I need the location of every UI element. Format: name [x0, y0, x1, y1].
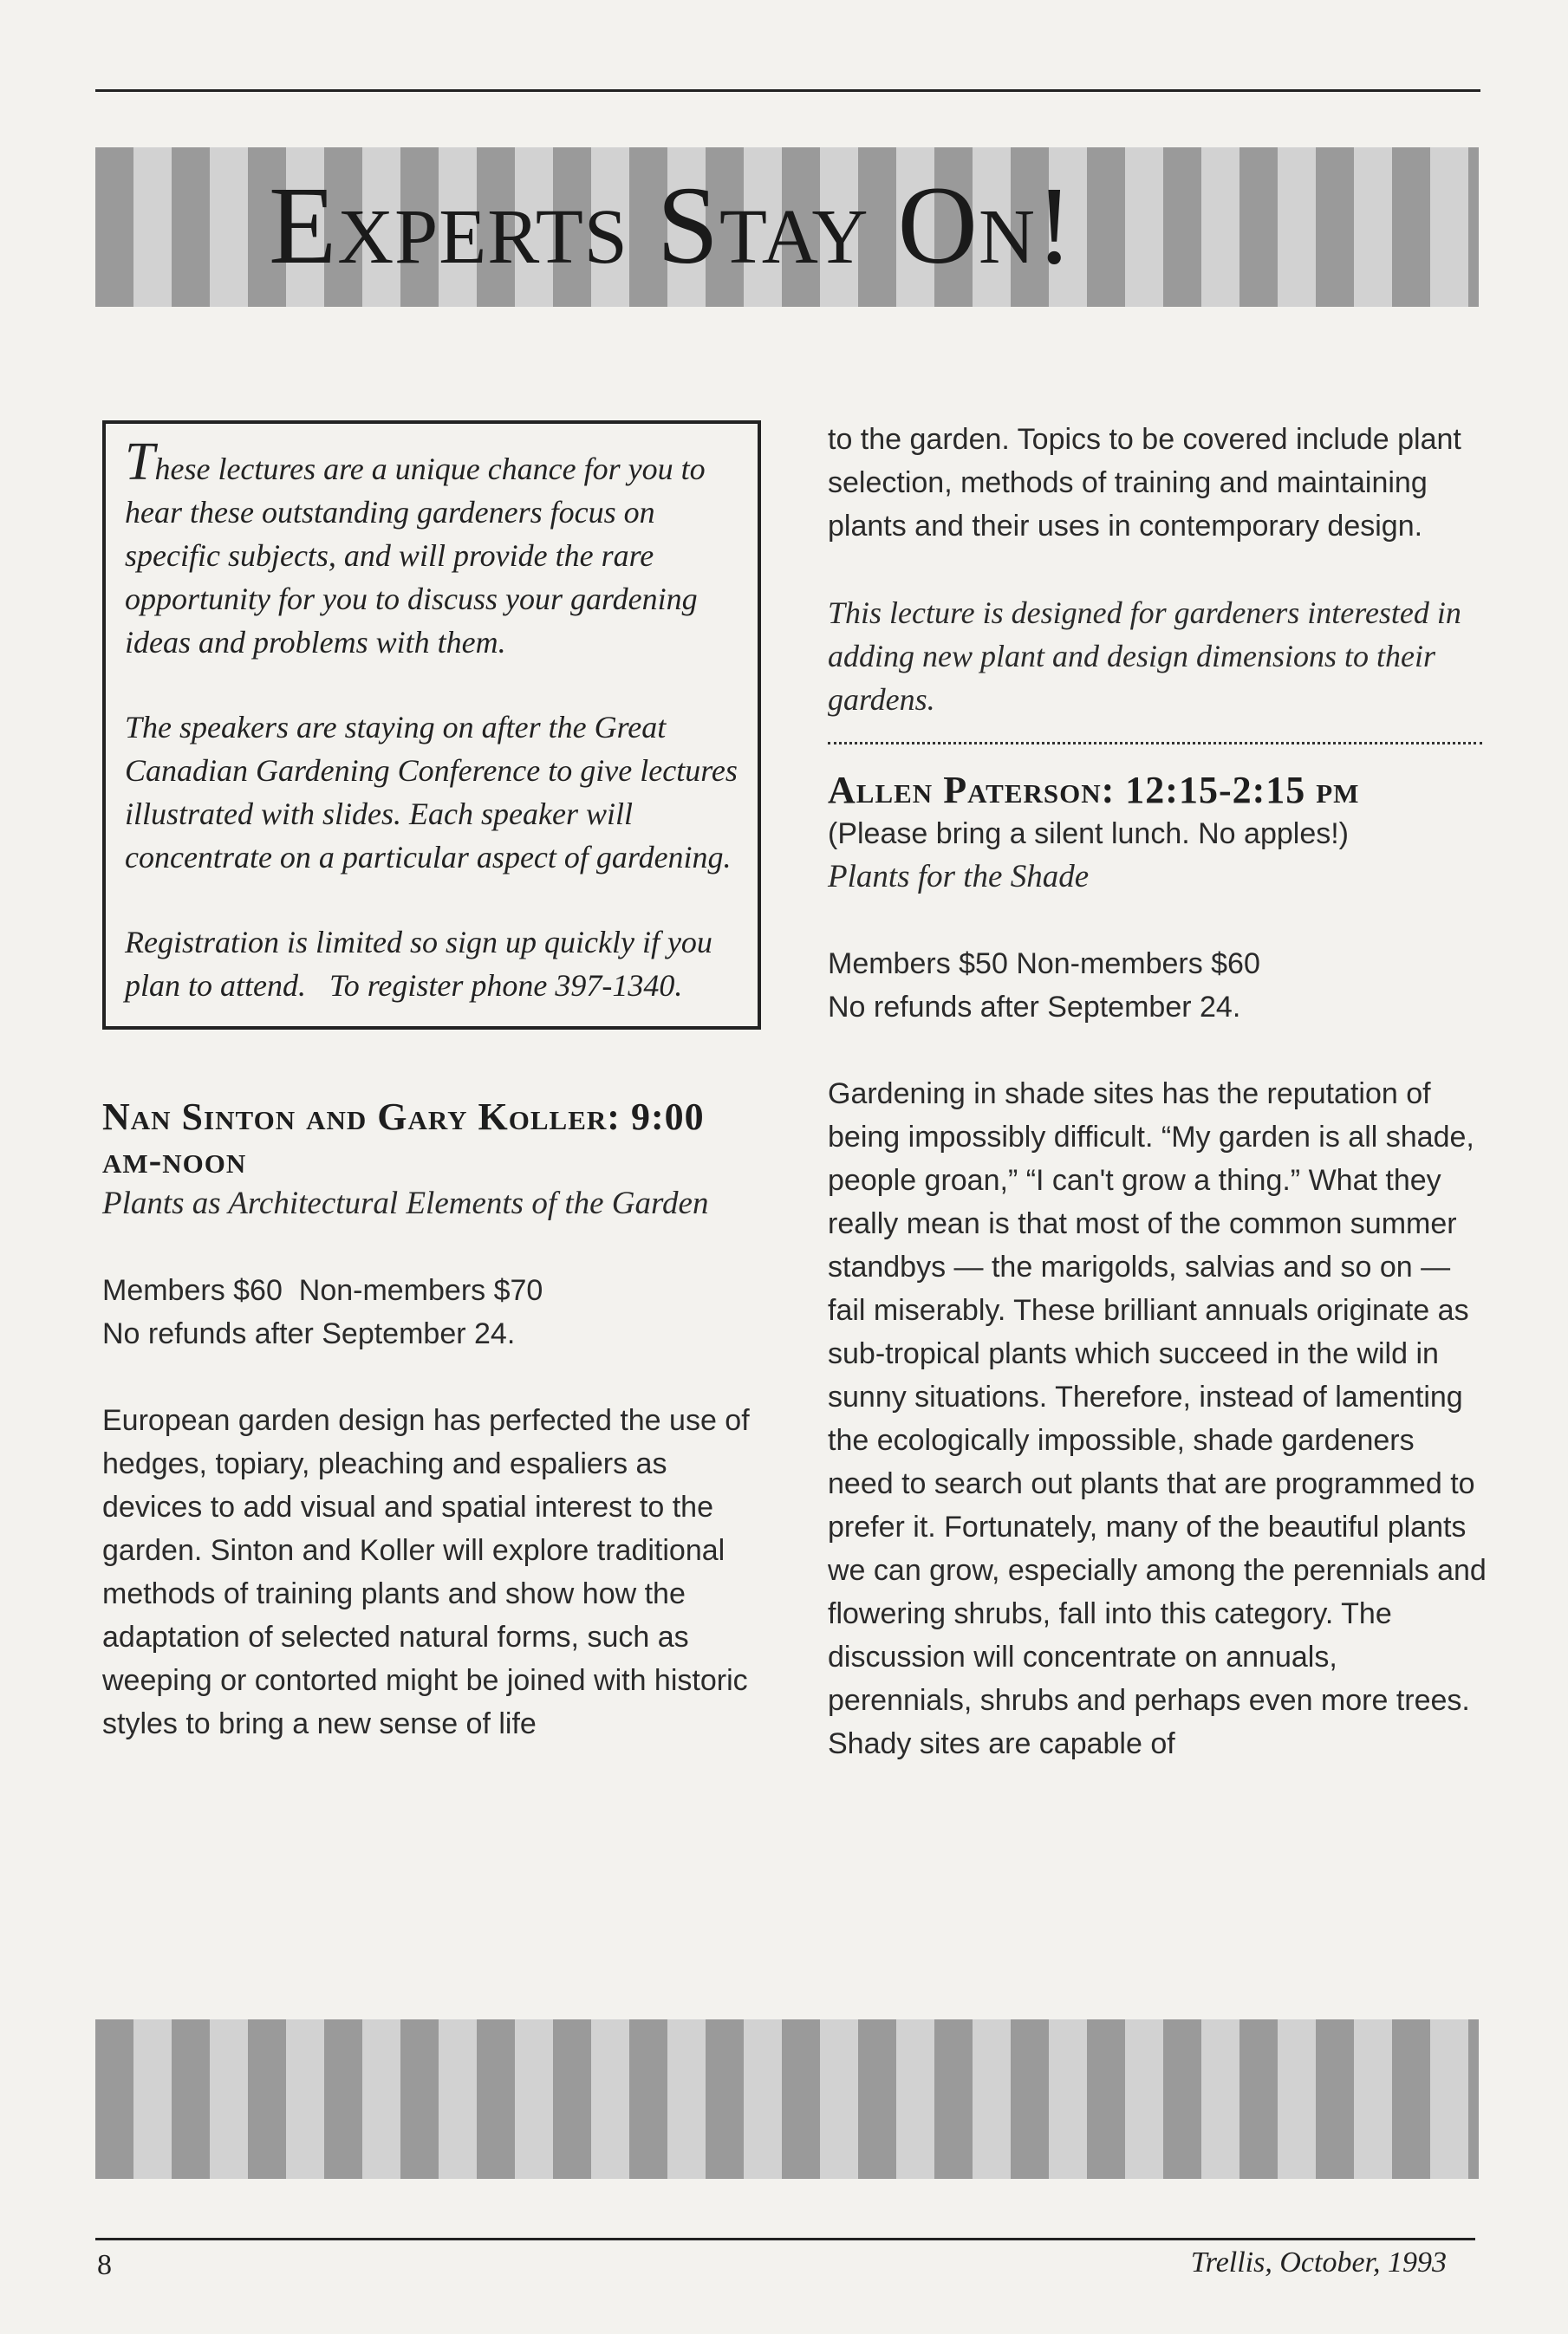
intro-box — [102, 420, 761, 1030]
lecture1-price: Members $60 Non-members $70 — [102, 1274, 543, 1307]
bottom-rule — [95, 2238, 1475, 2240]
page-headline: Experts Stay On! — [269, 164, 1074, 287]
right-column — [828, 418, 1487, 1765]
drop-cap: T — [125, 432, 155, 491]
top-rule — [95, 89, 1480, 92]
left-column — [102, 420, 770, 1746]
lecture2-title: Plants for the Shade — [828, 859, 1090, 894]
lecture1-refund: No refunds after September 24. — [102, 1317, 516, 1350]
lecture2-speaker: Allen Paterson: 12:15-2:15 pm — [828, 769, 1360, 811]
lecture1-body-continued: to the garden. Topics to be covered include plant selection, methods of training and maintaining plants and their uses in contemporary design. — [828, 423, 1461, 543]
lecture1-note: This lecture is designed for gardeners interested in adding new plant and design dimensions to their gardens. — [828, 595, 1461, 717]
lecture2-body: Gardening in shade sites has the reputation of being impossibly difficult. “My garden is all shade, people groan,” “I can't grow a thing.” What they really mean is that most of the common summer standbys — the marigolds, salvias and so on — fail miserably. These brilliant annuals originate as sub-tropical plants which succeed in the wild in sunny situations. Therefore, instead of lamenting the ecologically impossible, shade gardeners need to search out plants that are programmed to prefer it. Fortunately, many of the beautiful plants we can grow, especially among the perennials and flowering shrubs, fall into this category. The discussion will concentrate on annuals, perennials, shrubs and perhaps even more trees. Shady sites are capable of — [828, 1077, 1487, 1760]
footer-stripe-band — [95, 2019, 1479, 2179]
lecture2-subnote: (Please bring a silent lunch. No apples!) — [828, 817, 1349, 850]
publication-line: Trellis, October, 1993 — [1190, 2246, 1447, 2279]
intro-paragraph-1: These lectures are a unique chance for you to hear these outstanding gardeners focus on specific subjects, and will provide the rare opportunity for you to discuss your gardening ideas and problems with them. — [125, 432, 706, 660]
lecture2-price: Members $50 Non-members $60 — [828, 947, 1260, 980]
lecture2-refund: No refunds after September 24. — [828, 991, 1241, 1024]
page-number: 8 — [97, 2249, 112, 2281]
lecture1-title: Plants as Architectural Elements of the Garden — [102, 1186, 709, 1221]
section-divider — [828, 742, 1482, 744]
intro-paragraph-2: The speakers are staying on after the Great Canadian Gardening Conference to give lectures illustrated with slides. Each speaker will concentrate on a particular aspect of gardening. — [125, 710, 738, 874]
register-phone: To register phone 397-1340. — [329, 968, 683, 1003]
intro-paragraph-3: Registration is limited so sign up quickly if you plan to attend. To register phone 397-1340. — [125, 925, 712, 1003]
lecture1-speaker: Nan Sinton and Gary Koller: 9:00 am-noon — [102, 1095, 705, 1181]
lecture1-body: European garden design has perfected the use of hedges, topiary, pleaching and espaliers as devices to add visual and spatial interest to the garden. Sinton and Koller will explore traditional methods of training plants and show how the adaptation of selected natural forms, such as weeping or contorted might be joined with historic styles to bring a new sense of life — [102, 1404, 750, 1740]
